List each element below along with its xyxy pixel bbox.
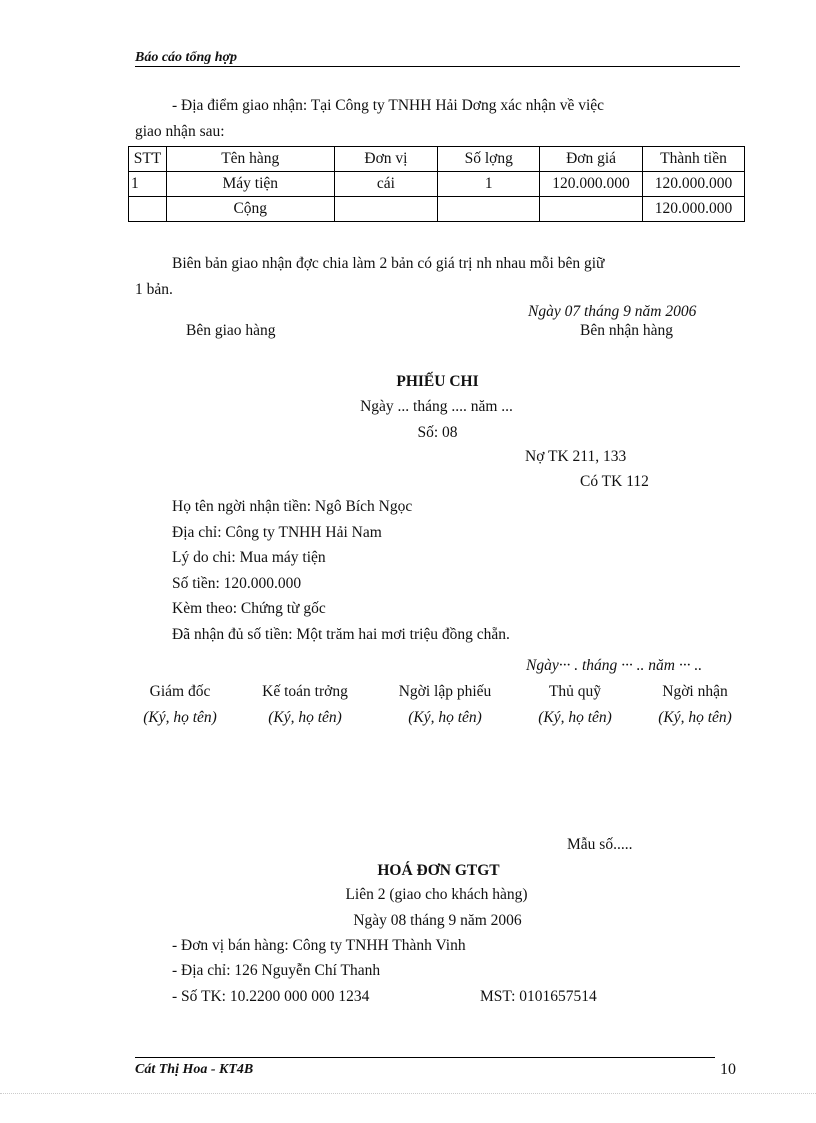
page-bottom-dotted-edge: [0, 1093, 816, 1094]
sign-note: (Ký, họ tên): [143, 709, 217, 726]
table-cell: Cộng: [166, 197, 334, 222]
page-number: 10: [720, 1061, 736, 1078]
delivery-location-cont: giao nhận sau:: [135, 123, 225, 140]
table-cell: 120.000.000: [643, 172, 745, 197]
voucher-date: Ngày ... tháng .... năm ...: [360, 398, 513, 415]
signer-cashier: Thủ quỹ: [548, 683, 602, 700]
invoice-tax-code: MST: 0101657514: [480, 988, 597, 1005]
table-header-row: [129, 147, 745, 172]
voucher-field: Họ tên ngời nhận tiền: Ngô Bích Ngọc: [172, 498, 413, 515]
voucher-number: Số: 08: [417, 424, 458, 441]
sign-date: Ngày··· . tháng ··· .. năm ··· ..: [526, 657, 703, 674]
table-cell: Máy tiện: [166, 172, 334, 197]
sign-note: (Ký, họ tên): [268, 709, 342, 726]
table-cell: 1: [129, 172, 167, 197]
sign-note: (Ký, họ tên): [408, 709, 482, 726]
voucher-field: Số tiền: 120.000.000: [172, 575, 302, 592]
table-cell: 120.000.000: [643, 197, 745, 222]
sign-note: (Ký, họ tên): [658, 709, 732, 726]
voucher-field: Đã nhận đủ số tiền: Một trăm hai mơi triệu đồng chẵn.: [172, 626, 510, 643]
receiver-label: Bên nhận hàng: [580, 322, 673, 339]
footer-rule: [135, 1057, 715, 1058]
minutes-date: Ngày 07 tháng 9 năm 2006: [528, 303, 697, 320]
table-cell: 120.000.000: [540, 172, 643, 197]
table-cell: 1: [438, 172, 540, 197]
header-title: Báo cáo tổng hợp: [135, 50, 238, 65]
voucher-field: Kèm theo: Chứng từ gốc: [172, 600, 326, 617]
signers-row: [130, 683, 750, 701]
credit-account: Có TK 112: [580, 473, 649, 490]
signer-director: Giám đốc: [149, 683, 211, 700]
invoice-seller: - Đơn vị bán hàng: Công ty TNHH Thành Vinh: [172, 937, 466, 954]
invoice-form-number: Mẫu số.....: [567, 836, 633, 853]
table-cell: [438, 197, 540, 222]
table-row-total: [129, 197, 745, 222]
minutes-text-cont: 1 bản.: [135, 281, 173, 298]
voucher-title: PHIẾU CHI: [396, 373, 479, 390]
voucher-field: Lý do chi: Mua máy tiện: [172, 549, 326, 566]
column-header: Đơn giá: [540, 147, 643, 172]
column-header: STT: [129, 147, 167, 172]
invoice-date: Ngày 08 tháng 9 năm 2006: [353, 912, 522, 929]
table-cell: [540, 197, 643, 222]
invoice-title: HOÁ ĐƠN GTGT: [377, 862, 500, 879]
invoice-account: - Số TK: 10.2200 000 000 1234: [172, 988, 370, 1005]
table-cell: [129, 197, 167, 222]
voucher-field: Địa chỉ: Công ty TNHH Hải Nam: [172, 524, 382, 541]
column-header: Đơn vị: [334, 147, 438, 172]
sign-note: (Ký, họ tên): [538, 709, 612, 726]
minutes-text: Biên bản giao nhận đợc chia làm 2 bản có giá trị nh nhau mỗi bên giữ: [172, 255, 605, 272]
table-row: [129, 172, 745, 197]
delivery-location: - Địa điểm giao nhận: Tại Công ty TNHH Hải Dơng xác nhận về việc: [172, 97, 605, 114]
goods-table: [128, 146, 745, 222]
debit-account: Nợ TK 211, 133: [525, 448, 627, 465]
column-header: Tên hàng: [166, 147, 334, 172]
header-rule: [135, 66, 740, 67]
table-cell: [334, 197, 438, 222]
signer-preparer: Ngời lập phiếu: [398, 683, 492, 700]
invoice-address: - Địa chỉ: 126 Nguyễn Chí Thanh: [172, 962, 381, 979]
table-cell: cái: [334, 172, 438, 197]
column-header: Thành tiền: [643, 147, 745, 172]
column-header: Số lợng: [438, 147, 540, 172]
giver-label: Bên giao hàng: [186, 322, 276, 339]
invoice-copy: Liên 2 (giao cho khách hàng): [345, 886, 528, 903]
signer-chief-accountant: Kế toán trởng: [262, 683, 348, 700]
sign-notes-row: [130, 709, 750, 727]
signer-recipient: Ngời nhận: [662, 683, 728, 700]
footer-author: Cát Thị Hoa - KT4B: [135, 1062, 254, 1077]
